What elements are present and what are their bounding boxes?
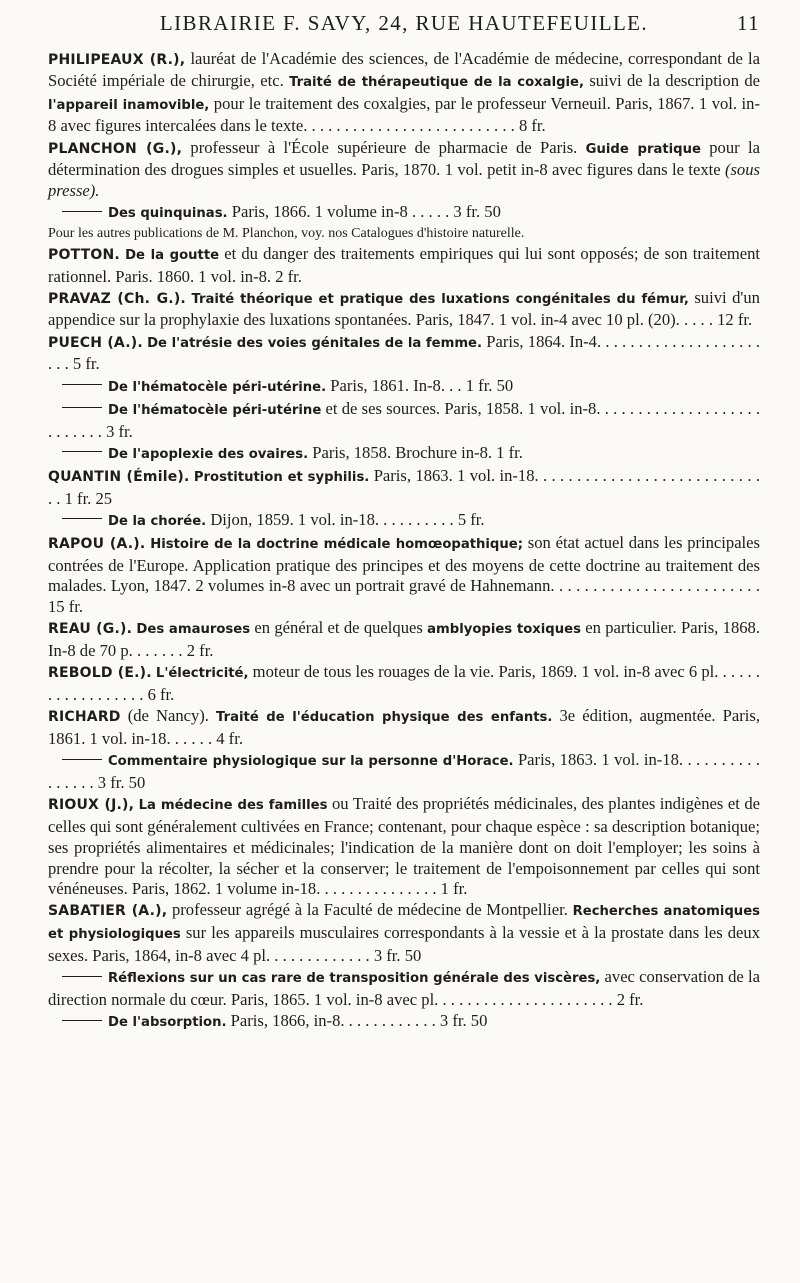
ditto-dash [62,759,102,760]
entry-description-end: en particulier. Paris, 1868. In-8 de 70 p. . . . . . . 2 fr. [48,618,760,661]
catalogue-entry [48,288,760,332]
entry-title: Traité théorique et pratique des luxations congénitales du fémur, [191,291,689,307]
entry-description: ou Traité des propriétés médicinales, des plantes indigènes et de celles qui sont généralement cultivées en France; contenant, pour chaque espèce : sa description botanique; ses propriétés alimentaires et médicinales; l'indication de la manière dont on doit l'employer; les soins à prendre pour la récolter, la sécher et la conserver; le traitement de l'empoisonnement par celles qui sont vénéneuses. Paris, 1862. 1 volume in-18. . . . . . . . . . . . . . . 1 fr. [48,794,760,899]
entry-description: suivi de la description de [584,70,761,90]
catalogue-entry [48,49,760,137]
entry-author: RAPOU (A.). [48,535,146,552]
ditto-dash [62,451,102,452]
page-number: 11 [736,11,760,35]
catalogue-entry [48,332,760,376]
entry-title: De la goutte [125,247,220,263]
ditto-dash [62,384,102,385]
catalogue-entry [48,533,760,618]
note-text: Pour les autres publications de M. Planchon, voy. nos Catalogues d'histoire naturelle. [48,226,525,242]
entry-author: PRAVAZ (Ch. G.). [48,290,186,307]
entry-author: QUANTIN (Émile). [48,468,190,485]
ditto-dash [62,976,102,977]
catalogue-entry [48,466,760,510]
entry-author: PHILIPEAUX (R.), [48,52,186,68]
entry-description: Paris, 1858. Brochure in-8. 1 fr. [308,442,523,462]
entry-title: Des quinquinas. [108,206,228,222]
entry-author: PUECH (A.). [48,334,143,351]
entry-lead: professeur à l'École supérieure de pharmacie de Paris. [182,137,586,157]
entry-description: moteur de tous les rouages de la vie. Paris, 1869. 1 vol. in-8 avec 6 pl. . . . . . . . . . . . . . . . . . 6 fr. [48,662,760,705]
catalogue-sub-entry [48,376,760,399]
entry-title: Traité de thérapeutique de la coxalgie, [289,74,585,90]
entry-description: Paris, 1863. 1 vol. in-18. . . . . . . . . . . . . . . . . . . . . . . . . . . . . 1 fr. 25 [48,465,760,508]
catalogue-sub-entry [48,1011,760,1034]
catalogue-sub-entry [48,443,760,466]
entry-title: De l'absorption. [108,1015,227,1031]
entry-author: SABATIER (A.), [48,903,168,920]
entry-author: POTTON. [48,246,120,263]
ditto-dash [62,407,102,408]
entry-description: en général et de quelques [250,618,428,638]
entry-title: Guide pratique [585,141,701,157]
entry-title: Réflexions sur un cas rare de transposition générale des viscères, [108,971,601,987]
entry-description: avec conservation de la direction normale du cœur. Paris, 1865. 1 vol. in-8 avec pl. . . . . . . . . . . . . . . . . . . . . . 2 fr. [48,967,760,1009]
entry-title: Prostitution et syphilis. [193,469,370,485]
catalogue-entry [48,706,760,750]
entry-title: Des amauroses [136,622,251,638]
entry-title: De la chorée. [108,513,207,529]
entry-title: Commentaire physiologique sur la personne d'Horace. [108,754,514,770]
entry-description: Paris, 1861. In-8. . . 1 fr. 50 [326,375,514,395]
catalogue-sub-entry [48,202,760,225]
entry-description: et du danger des traitements empiriques qui lui sont opposés; de son traitement rationnel. Paris. 1860. 1 vol. in-8. 2 fr. [48,243,760,286]
entry-description: Dijon, 1859. 1 vol. in-18. . . . . . . . . . 5 fr. [206,509,485,529]
entry-lead: (de Nancy). [120,706,217,726]
catalogue-entry [48,244,760,288]
catalogue-sub-entry [48,399,760,443]
entry-description: Paris, 1866, in-8. . . . . . . . . . . . 3 fr. 50 [226,1011,488,1031]
entry-description: suivi d'un appendice sur la prophylaxie des luxations spontanées. Paris, 1847. 1 vol. in-4 avec 10 pl. (20). . . . . 12 fr. [48,287,760,330]
entry-author: RIOUX (J.), [48,797,135,814]
ditto-dash [62,1020,102,1021]
entry-title: De l'atrésie des voies génitales de la femme. [147,335,483,351]
catalogue-entry [48,900,760,966]
catalogue-entry [48,618,760,662]
entry-author: PLANCHON (G.), [48,140,183,157]
entry-description: Paris, 1866. 1 volume in-8 . . . . . 3 fr. 50 [227,202,501,222]
entry-title: Traité de l'éducation physique des enfants. [216,710,553,726]
entry-status: (sous presse). [48,160,760,201]
page-header [48,0,760,36]
entry-description-end: pour le traitement des coxalgies, par le professeur Verneuil. Paris, 1867. 1 vol. in-8 avec figures intercalées dans le texte. . . . . . . . . . . . . . . . . . . . . . . . . . 8 fr. [48,93,760,136]
entry-lead: professeur agrégé à la Faculté de médecine de Montpellier. [167,900,573,920]
catalogue-entries [48,49,760,1034]
entry-title-secondary: l'appareil inamovible, [48,97,210,113]
catalogue-sub-entry [48,510,760,533]
entry-description: Paris, 1863. 1 vol. in-18. . . . . . . . . . . . . . . . 3 fr. 50 [48,750,760,792]
entry-description: sur les appareils musculaires correspondants à la vessie et à la prostate dans les deux sexes. Paris, 1864, in-8 avec 4 pl. . . . . . . . . . . . . 3 fr. 50 [48,923,760,966]
entry-title: De l'apoplexie des ovaires. [108,446,309,462]
entry-author: REAU (G.). [48,621,133,638]
entry-title: Recherches anatomiques et physiologiques [48,904,760,943]
entry-title: L'électricité, [155,666,249,682]
catalogue-entry [48,794,760,900]
ditto-dash [62,211,102,212]
entry-title: La médecine des familles [138,798,328,814]
catalogue-entry [48,662,760,706]
entry-title: Histoire de la doctrine médicale homœopathique; [150,536,523,552]
catalogue-entry [48,138,760,202]
entry-author: RICHARD [48,709,121,726]
catalogue-note [48,225,760,243]
catalogue-sub-entry [48,967,760,1011]
entry-title: De l'hématocèle péri-utérine [108,402,322,418]
entry-description: et de ses sources. Paris, 1858. 1 vol. in-8. . . . . . . . . . . . . . . . . . . . . . . . . . . 3 fr. [48,398,760,441]
entry-title: De l'hématocèle péri-utérine. [108,379,327,395]
entry-author: REBOLD (E.). [48,665,152,682]
entry-title-secondary: amblyopies toxiques [427,622,581,638]
entry-description: pour la détermination des drogues simples et usuelles. Paris, 1870. 1 vol. petit in-8 avec figures dans le texte [48,137,760,180]
entry-description: 3e édition, augmentée. Paris, 1861. 1 vol. in-18. . . . . . 4 fr. [48,706,760,749]
entry-description: son état actuel dans les principales contrées de l'Europe. Application pratique des principes et des moyens de cette doctrine au traitement des malades. Lyon, 1847. 2 volumes in-8 avec un portrait gravé de Hahnemann. . . . . . . . . . . . . . . . . . . . . . . . . 15 fr. [48,532,760,617]
ditto-dash [62,518,102,519]
entry-description: Paris, 1864. In-4. . . . . . . . . . . . . . . . . . . . . . . 5 fr. [48,331,760,374]
catalogue-sub-entry [48,750,760,794]
running-title: LIBRAIRIE F. SAVY, 24, RUE HAUTEFEUILLE. [159,11,649,35]
entry-lead: lauréat de l'Académie des sciences, de l'Académie de médecine, correspondant de la Société impériale de chirurgie, etc. [48,49,760,90]
